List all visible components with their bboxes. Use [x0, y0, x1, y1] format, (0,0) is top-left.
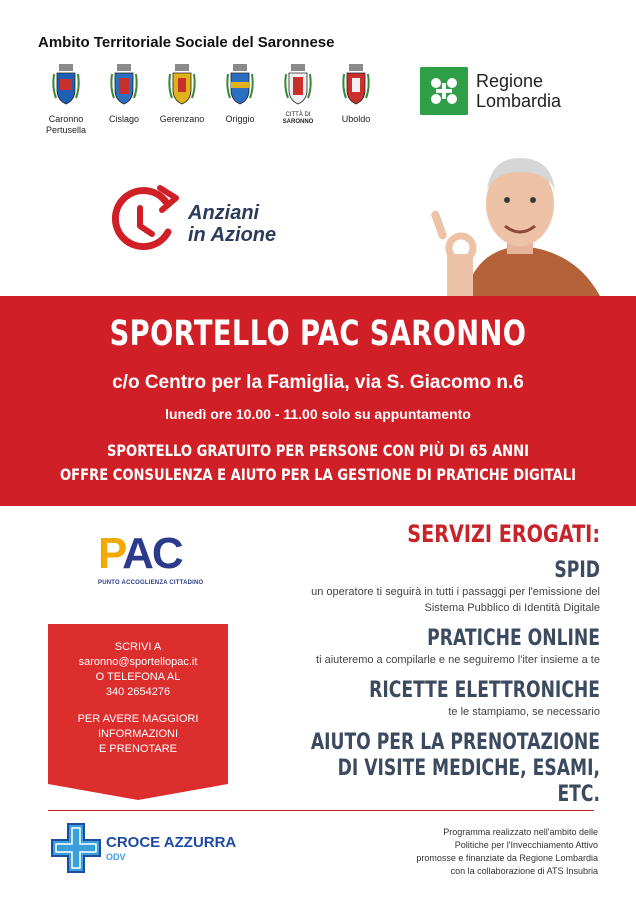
coat-of-arms-icon — [282, 64, 314, 108]
service-pratiche — [220, 626, 600, 668]
footer-line: Programma realizzato nell'ambito delle — [443, 827, 598, 837]
crest-label: Cislago — [108, 114, 139, 124]
crest-uboldo — [330, 64, 382, 136]
footer-line: Politiche per l'Invecchiamento Attivo — [454, 840, 598, 850]
service-desc: te le stampiamo, se necessario — [448, 706, 600, 718]
footer-note — [338, 826, 598, 878]
regione-lombardia-logo — [420, 67, 561, 115]
lombardia-text — [476, 71, 561, 111]
desc-line1: SPORTELLO GRATUITO PER PERSONE CON PIÙ DI 65 ANNI — [106, 441, 530, 460]
contact-box — [48, 624, 228, 784]
opening-hours: lunedì ore 10.00 - 11.00 solo su appuntamento — [165, 406, 471, 422]
service-description — [57, 439, 579, 487]
municipality-crests — [40, 64, 382, 136]
croce-azzurra-logo — [50, 822, 236, 874]
crest-label: Caronno Pertusella — [45, 114, 87, 135]
services-list — [220, 520, 600, 808]
service-spid — [220, 558, 600, 616]
crest-label: Origgio — [225, 114, 255, 124]
service-prenotazione — [220, 730, 600, 808]
pac-letter-p: P — [98, 529, 123, 578]
anziani-line2: in Azione — [188, 224, 277, 246]
anziani-in-azione-logo — [104, 180, 277, 267]
lombardia-line2: Lombardia — [476, 91, 562, 111]
service-head: DI VISITE MEDICHE, ESAMI, ETC. — [337, 756, 600, 807]
header-title: Ambito Territoriale Sociale del Saronnese — [38, 34, 335, 51]
desc-line2: OFFRE CONSULENZA E AIUTO PER LA GESTIONE DI PRATICHE DIGITALI — [60, 465, 576, 484]
lombardia-rose-icon — [420, 67, 468, 115]
crest-gerenzano — [156, 64, 208, 136]
anziani-text — [188, 202, 276, 246]
service-head: AIUTO PER LA PRENOTAZIONE — [310, 730, 600, 755]
contact-call: O TELEFONA AL — [95, 671, 181, 683]
service-ricette — [220, 678, 600, 720]
crest-cislago — [98, 64, 150, 136]
service-head: SPID — [554, 558, 600, 583]
coat-of-arms-icon — [108, 64, 140, 108]
contact-phone[interactable]: 340 2654276 — [105, 686, 171, 698]
contact-info1: PER AVERE MAGGIORI — [77, 713, 199, 725]
anziani-line1: Anziani — [188, 202, 260, 224]
contact-email[interactable]: saronno@sportellopac.it — [78, 656, 198, 668]
croce-name — [106, 834, 236, 862]
croce-title: CROCE AZZURRA — [106, 834, 237, 851]
lombardia-line1: Regione — [476, 71, 544, 91]
coat-of-arms-icon — [224, 64, 256, 108]
footer-divider — [48, 810, 594, 811]
service-desc: un operatore ti seguirà in tutti i passaggi per l'emissione del — [311, 586, 600, 598]
footer-line: promosse e finanziate da Regione Lombardia — [416, 853, 598, 863]
service-desc: ti aiuteremo a compilarle e ne seguiremo l'iter insieme a te — [316, 654, 600, 666]
clock-arrow-icon — [104, 180, 186, 262]
service-head: PRATICHE ONLINE — [427, 626, 600, 651]
elderly-man-photo — [425, 150, 610, 296]
crest-prefix: CITTÀ DI — [285, 112, 311, 118]
contact-info3: E PRENOTARE — [98, 743, 178, 755]
services-title: SERVIZI EROGATI: — [407, 520, 600, 548]
crest-origgio — [214, 64, 266, 136]
crest-caronno — [40, 64, 92, 136]
service-head: RICETTE ELETTRONICHE — [369, 678, 600, 703]
coat-of-arms-icon — [50, 64, 82, 108]
crest-name: SARONNO — [282, 119, 314, 125]
crest-label: Gerenzano — [159, 114, 205, 124]
address: c/o Centro per la Famiglia, via S. Giacomo n.6 — [112, 372, 524, 393]
pac-letters — [98, 529, 203, 578]
info-band — [0, 296, 636, 506]
coat-of-arms-icon — [166, 64, 198, 108]
contact-info2: INFORMAZIONI — [97, 728, 179, 740]
coat-of-arms-icon — [340, 64, 372, 108]
service-desc: Sistema Pubblico di Identità Digitale — [424, 602, 600, 614]
pac-letters-rest: AC — [122, 529, 182, 578]
elderly-man-illustration — [425, 150, 610, 296]
contact-box-tip — [48, 784, 228, 800]
pac-subtitle: PUNTO ACCOGLIENZA CITTADINO — [98, 580, 204, 586]
crest-saronno — [272, 64, 324, 136]
crest-label — [283, 112, 314, 126]
croce-sub: ODV — [106, 852, 126, 862]
crest-label: Uboldo — [341, 114, 371, 124]
footer-line: con la collaborazione di ATS Insubria — [450, 866, 598, 876]
blue-cross-icon — [50, 822, 102, 874]
main-title: SPORTELLO PAC SARONNO — [109, 314, 527, 354]
pac-logo — [98, 529, 204, 586]
contact-write: SCRIVI A — [114, 641, 162, 653]
